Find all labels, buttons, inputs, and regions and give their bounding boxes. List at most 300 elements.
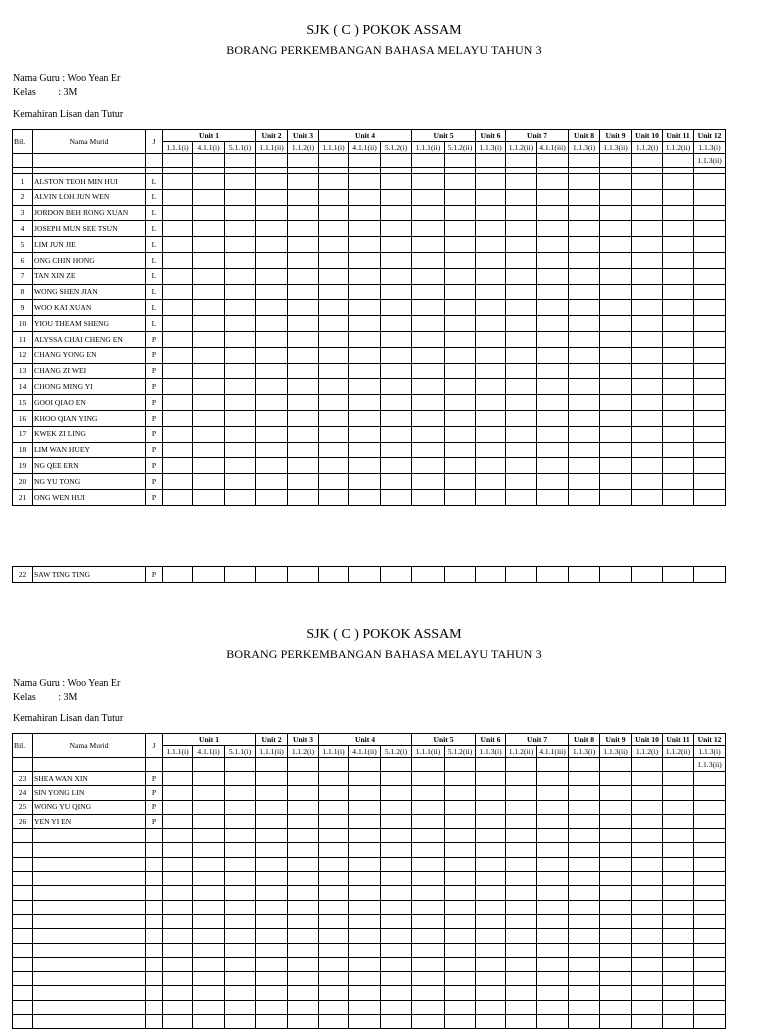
score-cell: [319, 957, 349, 971]
score-cell: [319, 872, 349, 886]
score-cell: [600, 772, 632, 786]
student-number: 19: [13, 458, 33, 474]
score-cell: [506, 772, 537, 786]
score-cell: [349, 395, 381, 411]
score-cell: [349, 857, 381, 871]
student-number: [13, 857, 33, 871]
score-cell: [600, 567, 632, 583]
header-skill-code: 1.1.2(ii): [663, 142, 694, 154]
score-cell: [600, 957, 632, 971]
score-cell: [663, 284, 694, 300]
student-number: 8: [13, 284, 33, 300]
score-cell: [256, 284, 288, 300]
score-cell: [381, 442, 412, 458]
score-cell: [537, 886, 569, 900]
header-unit: Unit 4: [319, 734, 412, 746]
score-cell: [476, 300, 506, 316]
header-skill-code: 1.1.3(i): [569, 142, 600, 154]
score-cell: [349, 316, 381, 332]
score-cell: [193, 331, 225, 347]
score-cell: [349, 458, 381, 474]
score-cell: [349, 929, 381, 943]
score-cell: [445, 900, 476, 914]
score-cell: [569, 786, 600, 800]
score-cell: [569, 567, 600, 583]
score-cell: [193, 284, 225, 300]
student-number: 4: [13, 221, 33, 237]
student-number: 23: [13, 772, 33, 786]
score-cell: [506, 474, 537, 490]
score-cell: [319, 458, 349, 474]
header-skill-code: 1.1.1(ii): [412, 142, 445, 154]
header-jantina: J: [146, 130, 163, 154]
score-cell: [349, 814, 381, 828]
score-cell: [412, 800, 445, 814]
student-name: WOO KAI XUAN: [33, 300, 146, 316]
score-cell: [537, 1000, 569, 1014]
score-cell: [569, 331, 600, 347]
score-cell: [506, 316, 537, 332]
score-cell: [256, 814, 288, 828]
score-cell: [569, 489, 600, 505]
score-cell: [600, 379, 632, 395]
score-cell: [256, 914, 288, 928]
empty-cell: [476, 154, 506, 168]
score-cell: [319, 886, 349, 900]
score-cell: [412, 316, 445, 332]
student-gender: L: [146, 237, 163, 253]
score-cell: [349, 567, 381, 583]
score-cell: [694, 284, 726, 300]
student-number: 7: [13, 268, 33, 284]
score-cell: [319, 316, 349, 332]
score-cell: [319, 347, 349, 363]
score-cell: [319, 814, 349, 828]
score-cell: [476, 174, 506, 190]
score-cell: [319, 174, 349, 190]
score-cell: [288, 800, 319, 814]
score-cell: [537, 410, 569, 426]
score-cell: [163, 284, 193, 300]
score-cell: [193, 347, 225, 363]
score-cell: [381, 316, 412, 332]
score-cell: [381, 1000, 412, 1014]
table-row: [13, 221, 726, 237]
score-cell: [288, 489, 319, 505]
score-cell: [600, 900, 632, 914]
student-name: CHANG YONG EN: [33, 347, 146, 363]
table-row: [13, 410, 726, 426]
score-cell: [349, 986, 381, 1000]
table-row: [13, 800, 726, 814]
score-cell: [476, 914, 506, 928]
score-cell: [600, 1000, 632, 1014]
score-cell: [694, 1000, 726, 1014]
score-cell: [506, 189, 537, 205]
empty-cell: [412, 758, 445, 772]
score-cell: [163, 800, 193, 814]
table-row: [13, 772, 726, 786]
table-row: [13, 331, 726, 347]
student-number: [13, 829, 33, 843]
header-skill-code: 4.1.1(ii): [349, 746, 381, 758]
header-skill-code: 1.1.3(i): [569, 746, 600, 758]
score-cell: [163, 268, 193, 284]
score-cell: [349, 426, 381, 442]
score-cell: [445, 943, 476, 957]
page-title: SJK ( C ) POKOK ASSAM: [306, 627, 462, 642]
header-unit: Unit 8: [569, 130, 600, 142]
score-cell: [319, 395, 349, 411]
student-name: [33, 872, 146, 886]
empty-cell: [476, 758, 506, 772]
score-cell: [319, 268, 349, 284]
class-label: Kelas : 3M: [13, 87, 78, 98]
header-skill-code: 5.1.2(i): [381, 142, 412, 154]
student-gender: P: [146, 331, 163, 347]
score-cell: [537, 442, 569, 458]
header-skill-code: 1.1.1(ii): [256, 746, 288, 758]
score-cell: [537, 426, 569, 442]
score-cell: [349, 379, 381, 395]
score-cell: [506, 1000, 537, 1014]
score-cell: [163, 900, 193, 914]
header-skill-code: 1.1.3(ii): [694, 154, 726, 168]
skill-title: Kemahiran Lisan dan Tutur: [13, 109, 124, 120]
score-cell: [319, 426, 349, 442]
score-cell: [288, 1015, 319, 1029]
score-cell: [445, 567, 476, 583]
score-cell: [193, 857, 225, 871]
score-cell: [569, 929, 600, 943]
score-cell: [694, 426, 726, 442]
score-cell: [381, 957, 412, 971]
score-cell: [319, 929, 349, 943]
header-skill-code: 1.1.3(ii): [600, 746, 632, 758]
score-cell: [412, 843, 445, 857]
score-cell: [694, 567, 726, 583]
score-cell: [663, 857, 694, 871]
student-number: 18: [13, 442, 33, 458]
score-cell: [600, 442, 632, 458]
score-cell: [694, 814, 726, 828]
student-number: [13, 972, 33, 986]
table-row: [13, 943, 726, 957]
score-cell: [288, 914, 319, 928]
score-cell: [349, 237, 381, 253]
score-cell: [381, 857, 412, 871]
table-row: [13, 872, 726, 886]
score-cell: [412, 772, 445, 786]
score-cell: [163, 814, 193, 828]
student-gender: P: [146, 379, 163, 395]
score-cell: [506, 347, 537, 363]
score-cell: [537, 914, 569, 928]
score-cell: [381, 237, 412, 253]
student-number: 22: [13, 567, 33, 583]
score-cell: [506, 872, 537, 886]
score-cell: [663, 786, 694, 800]
header-unit: Unit 10: [632, 130, 663, 142]
score-cell: [694, 442, 726, 458]
score-cell: [381, 379, 412, 395]
score-cell: [445, 829, 476, 843]
score-cell: [632, 872, 663, 886]
score-cell: [694, 363, 726, 379]
score-cell: [412, 174, 445, 190]
score-cell: [412, 221, 445, 237]
header-skill-code: 1.1.1(i): [163, 142, 193, 154]
score-cell: [537, 800, 569, 814]
score-cell: [506, 379, 537, 395]
score-cell: [632, 1000, 663, 1014]
table-row: [13, 237, 726, 253]
score-cell: [537, 205, 569, 221]
score-cell: [381, 1015, 412, 1029]
score-cell: [476, 567, 506, 583]
score-cell: [663, 300, 694, 316]
score-cell: [445, 786, 476, 800]
score-cell: [163, 567, 193, 583]
student-name: [33, 886, 146, 900]
student-gender: P: [146, 567, 163, 583]
score-cell: [537, 872, 569, 886]
student-gender: L: [146, 205, 163, 221]
score-cell: [569, 474, 600, 490]
score-cell: [506, 957, 537, 971]
score-cell: [445, 189, 476, 205]
table-row: [13, 489, 726, 505]
score-cell: [256, 300, 288, 316]
student-number: [13, 1015, 33, 1029]
empty-cell: [163, 154, 193, 168]
score-cell: [537, 174, 569, 190]
empty-cell: [33, 758, 146, 772]
score-cell: [476, 900, 506, 914]
student-number: 1: [13, 174, 33, 190]
student-gender: [146, 857, 163, 871]
table-row: [13, 252, 726, 268]
score-cell: [256, 786, 288, 800]
score-cell: [600, 268, 632, 284]
score-cell: [256, 189, 288, 205]
score-cell: [600, 857, 632, 871]
score-cell: [445, 174, 476, 190]
score-cell: [288, 300, 319, 316]
score-cell: [163, 331, 193, 347]
score-cell: [193, 489, 225, 505]
score-cell: [256, 379, 288, 395]
score-cell: [225, 857, 256, 871]
table-row: [13, 829, 726, 843]
score-cell: [288, 957, 319, 971]
score-cell: [663, 929, 694, 943]
empty-cell: [506, 154, 537, 168]
score-cell: [445, 205, 476, 221]
score-cell: [319, 379, 349, 395]
student-gender: L: [146, 174, 163, 190]
score-cell: [569, 814, 600, 828]
student-number: 12: [13, 347, 33, 363]
score-cell: [445, 221, 476, 237]
score-cell: [600, 284, 632, 300]
score-cell: [476, 221, 506, 237]
score-cell: [632, 900, 663, 914]
score-cell: [663, 972, 694, 986]
score-cell: [381, 489, 412, 505]
empty-cell: [349, 154, 381, 168]
score-cell: [600, 458, 632, 474]
student-gender: [146, 929, 163, 943]
score-cell: [632, 914, 663, 928]
empty-cell: [600, 154, 632, 168]
score-cell: [163, 1000, 193, 1014]
score-cell: [412, 857, 445, 871]
score-cell: [506, 943, 537, 957]
score-cell: [569, 205, 600, 221]
student-name: [33, 1015, 146, 1029]
score-cell: [663, 814, 694, 828]
score-cell: [288, 331, 319, 347]
empty-cell: [193, 154, 225, 168]
score-cell: [476, 458, 506, 474]
table-row: [13, 474, 726, 490]
score-cell: [445, 300, 476, 316]
score-cell: [193, 410, 225, 426]
score-cell: [193, 237, 225, 253]
header-skill-code: 1.1.3(i): [694, 142, 726, 154]
score-cell: [225, 458, 256, 474]
score-cell: [632, 489, 663, 505]
score-cell: [537, 458, 569, 474]
score-cell: [288, 237, 319, 253]
score-cell: [694, 221, 726, 237]
score-cell: [193, 363, 225, 379]
score-cell: [445, 800, 476, 814]
score-cell: [694, 189, 726, 205]
score-cell: [600, 1015, 632, 1029]
score-cell: [225, 363, 256, 379]
score-cell: [163, 395, 193, 411]
score-cell: [349, 268, 381, 284]
score-cell: [193, 843, 225, 857]
score-cell: [163, 886, 193, 900]
score-cell: [569, 268, 600, 284]
student-name: [33, 1000, 146, 1014]
score-cell: [412, 347, 445, 363]
score-cell: [319, 1015, 349, 1029]
empty-cell: [256, 758, 288, 772]
score-cell: [663, 347, 694, 363]
score-cell: [381, 426, 412, 442]
score-cell: [476, 886, 506, 900]
header-skill-code: 1.1.2(ii): [663, 746, 694, 758]
score-cell: [663, 221, 694, 237]
score-cell: [225, 943, 256, 957]
score-cell: [412, 786, 445, 800]
score-cell: [476, 800, 506, 814]
score-cell: [256, 1015, 288, 1029]
score-cell: [663, 252, 694, 268]
student-gender: L: [146, 252, 163, 268]
score-cell: [506, 395, 537, 411]
student-gender: P: [146, 458, 163, 474]
score-cell: [381, 829, 412, 843]
score-cell: [632, 316, 663, 332]
student-gender: L: [146, 316, 163, 332]
score-cell: [663, 379, 694, 395]
student-number: [13, 929, 33, 943]
score-cell: [319, 410, 349, 426]
score-cell: [445, 458, 476, 474]
score-cell: [663, 829, 694, 843]
student-gender: P: [146, 363, 163, 379]
score-cell: [412, 943, 445, 957]
header-unit: Unit 5: [412, 130, 476, 142]
student-gender: [146, 872, 163, 886]
score-cell: [537, 900, 569, 914]
score-cell: [506, 268, 537, 284]
score-cell: [663, 900, 694, 914]
score-cell: [225, 914, 256, 928]
score-cell: [225, 843, 256, 857]
score-cell: [694, 174, 726, 190]
score-cell: [537, 347, 569, 363]
score-cell: [163, 174, 193, 190]
header-skill-code: 4.1.1(ii): [349, 142, 381, 154]
score-cell: [319, 914, 349, 928]
score-cell: [663, 872, 694, 886]
student-name: [33, 957, 146, 971]
header-skill-code: 5.1.1(i): [225, 142, 256, 154]
student-number: [13, 872, 33, 886]
score-cell: [569, 252, 600, 268]
score-cell: [163, 379, 193, 395]
header-unit: Unit 10: [632, 734, 663, 746]
score-cell: [694, 943, 726, 957]
score-cell: [632, 800, 663, 814]
score-cell: [476, 1000, 506, 1014]
score-cell: [163, 221, 193, 237]
score-cell: [193, 567, 225, 583]
score-cell: [193, 426, 225, 442]
score-cell: [663, 986, 694, 1000]
score-cell: [256, 772, 288, 786]
student-number: 25: [13, 800, 33, 814]
score-cell: [225, 316, 256, 332]
score-cell: [445, 268, 476, 284]
score-cell: [412, 972, 445, 986]
score-cell: [256, 268, 288, 284]
score-cell: [476, 189, 506, 205]
score-cell: [569, 943, 600, 957]
score-cell: [694, 843, 726, 857]
score-cell: [506, 410, 537, 426]
table-row: [13, 786, 726, 800]
score-cell: [445, 843, 476, 857]
score-cell: [569, 843, 600, 857]
score-cell: [632, 843, 663, 857]
score-cell: [506, 567, 537, 583]
form-subtitle: BORANG PERKEMBANGAN BAHASA MELAYU TAHUN 3: [226, 647, 542, 661]
score-cell: [381, 395, 412, 411]
score-cell: [349, 189, 381, 205]
score-cell: [569, 316, 600, 332]
empty-cell: [163, 758, 193, 772]
score-cell: [193, 772, 225, 786]
score-cell: [319, 189, 349, 205]
score-cell: [193, 929, 225, 943]
